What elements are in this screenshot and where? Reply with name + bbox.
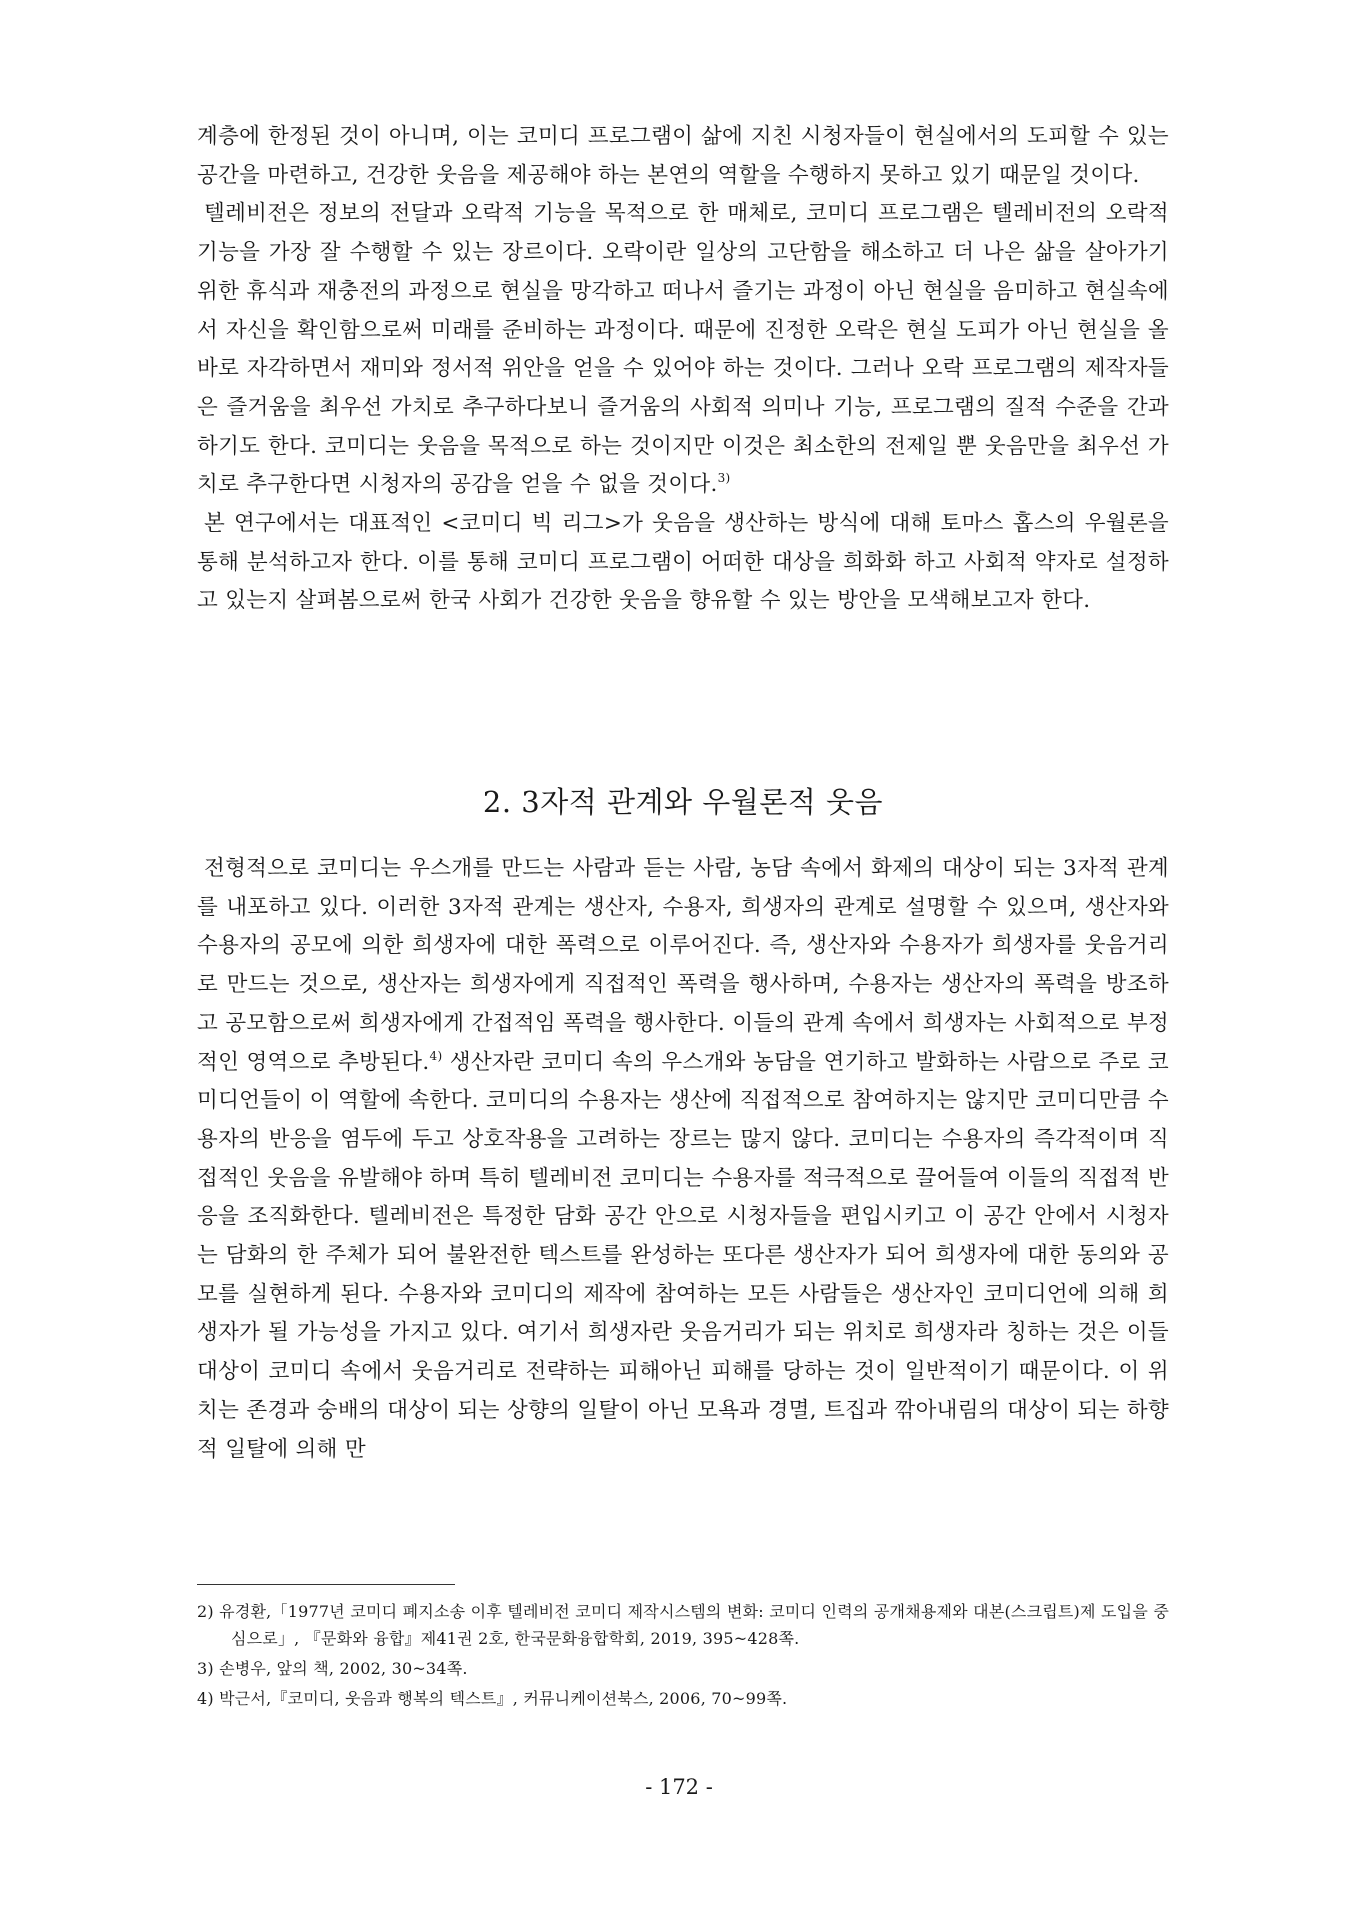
paragraph-triadic-relation — [197, 850, 1169, 1469]
paragraph-entertainment — [197, 195, 1169, 505]
body-text-section2 — [197, 850, 1169, 1469]
section-heading: 2. 3자적 관계와 우월론적 웃음 — [482, 785, 884, 819]
body-text-top — [197, 118, 1169, 621]
paragraph-research-aim: 본 연구에서는 대표적인 <코미디 빅 리그>가 웃음을 생산하는 방식에 대해 토마스 홉스의 우월론을 통해 분석하고자 한다. 이를 통해 코미디 프로그램이 어떠한 대상을 희화화 하고 사회적 약자로 설정하고 있는지 살펴봄으로써 한국 사회가 건강한 웃음을 향유할 수 있는 방안을 모색해보고자 한다. — [197, 511, 1169, 614]
footnote-ref-4: 4) — [429, 1048, 443, 1063]
paragraph-text-cont: 생산자란 코미디 속의 우스개와 농담을 연기하고 발화하는 사람으로 주로 코미디언들이 이 역할에 속한다. 코미디의 수용자는 생산에 직접적으로 참여하지는 않지만 코미디만큼 수용자의 반응을 염두에 두고 상호작용을 고려하는 장르는 많지 않다. 코미디는 수용자의 즉각적이며 직접적인 웃음을 유발해야 하며 특히 텔레비전 코미디는 수용자를 적극적으로 끌어들여 이들의 직접적 반응을 조직화한다. 텔레비전은 특정한 담화 공간 안으로 시청자들을 편입시키고 이 공간 안에서 시청자는 담화의 한 주체가 되어 불완전한 텍스트를 완성하는 또다른 생산자가 되어 희생자에 대한 동의와 공모를 실현하게 된다. 수용자와 코미디의 제작에 참여하는 모든 사람들은 생산자인 코미디언에 의해 희생자가 될 가능성을 가지고 있다. 여기서 희생자란 웃음거리가 되는 위치로 희생자라 칭하는 것은 이들 대상이 코미디 속에서 웃음거리로 전략하는 피해아닌 피해를 당하는 것이 일반적이기 때문이다. 이 위치는 존경과 숭배의 대상이 되는 상향의 일탈이 아닌 모욕과 경멸, 트집과 깎아내림의 대상이 되는 하향적 일탈에 의해 만 — [197, 1049, 1170, 1462]
page-number: - 172 - — [645, 1775, 713, 1799]
footnote-4: 4) 박근서,『코미디, 웃음과 행복의 텍스트』, 커뮤니케이션북스, 2006, 70~99쪽. — [197, 1689, 788, 1708]
paragraph-text: 전형적으로 코미디는 우스개를 만드는 사람과 듣는 사람, 농담 속에서 화제의 대상이 되는 3자적 관계를 내포하고 있다. 이러한 3자적 관계는 생산자, 수용자, 희생자의 관계로 설명할 수 있으며, 생산자와 수용자의 공모에 의한 희생자에 대한 폭력으로 이루어진다. 즉, 생산자와 수용자가 희생자를 웃음거리로 만드는 것으로, 생산자는 희생자에게 직접적인 폭력을 행사하며, 수용자는 생산자의 폭력을 방조하고 공모함으로써 희생자에게 간접적임 폭력을 행사한다. 이들의 관계 속에서 희생자는 사회적으로 부정적인 영역으로 추방된다. — [197, 856, 1169, 1075]
footnote-ref-3: 3) — [717, 471, 731, 486]
footnotes — [197, 1598, 1169, 1715]
footnote-2: 2) 유경환,「1977년 코미디 폐지소송 이후 텔레비전 코미디 제작시스템의 변화: 코미디 인력의 공개채용제와 대본(스크립트)제 도입을 중심으로」, 『문화와 융합』제41권 2호, 한국문화융합학회, 2019, 395~428쪽. — [197, 1602, 1169, 1648]
paragraph-text: 텔레비전은 정보의 전달과 오락적 기능을 목적으로 한 매체로, 코미디 프로그램은 텔레비전의 오락적 기능을 가장 잘 수행할 수 있는 장르이다. 오락이란 일상의 고단함을 해소하고 더 나은 삶을 살아가기 위한 휴식과 재충전의 과정으로 현실을 망각하고 떠나서 즐기는 과정이 아닌 현실을 음미하고 현실속에서 자신을 확인함으로써 미래를 준비하는 과정이다. 때문에 진정한 오락은 현실 도피가 아닌 현실을 올바로 자각하면서 재미와 정서적 위안을 얻을 수 있어야 하는 것이다. 그러나 오락 프로그램의 제작자들은 즐거움을 최우선 가치로 추구하다보니 즐거움의 사회적 의미나 기능, 프로그램의 질적 수준을 간과하기도 한다. 코미디는 웃음을 목적으로 하는 것이지만 이것은 최소한의 전제일 뿐 웃음만을 최우선 가치로 추구한다면 시청자의 공감을 얻을 수 없을 것이다. — [197, 201, 1169, 498]
footnote-divider — [197, 1584, 455, 1585]
footnote-3: 3) 손병우, 앞의 책, 2002, 30~34쪽. — [197, 1659, 468, 1678]
paragraph-continuation: 계층에 한정된 것이 아니며, 이는 코미디 프로그램이 삶에 지친 시청자들이 현실에서의 도피할 수 있는 공간을 마련하고, 건강한 웃음을 제공해야 하는 본연의 역할을 수행하지 못하고 있기 때문일 것이다. — [197, 124, 1169, 188]
